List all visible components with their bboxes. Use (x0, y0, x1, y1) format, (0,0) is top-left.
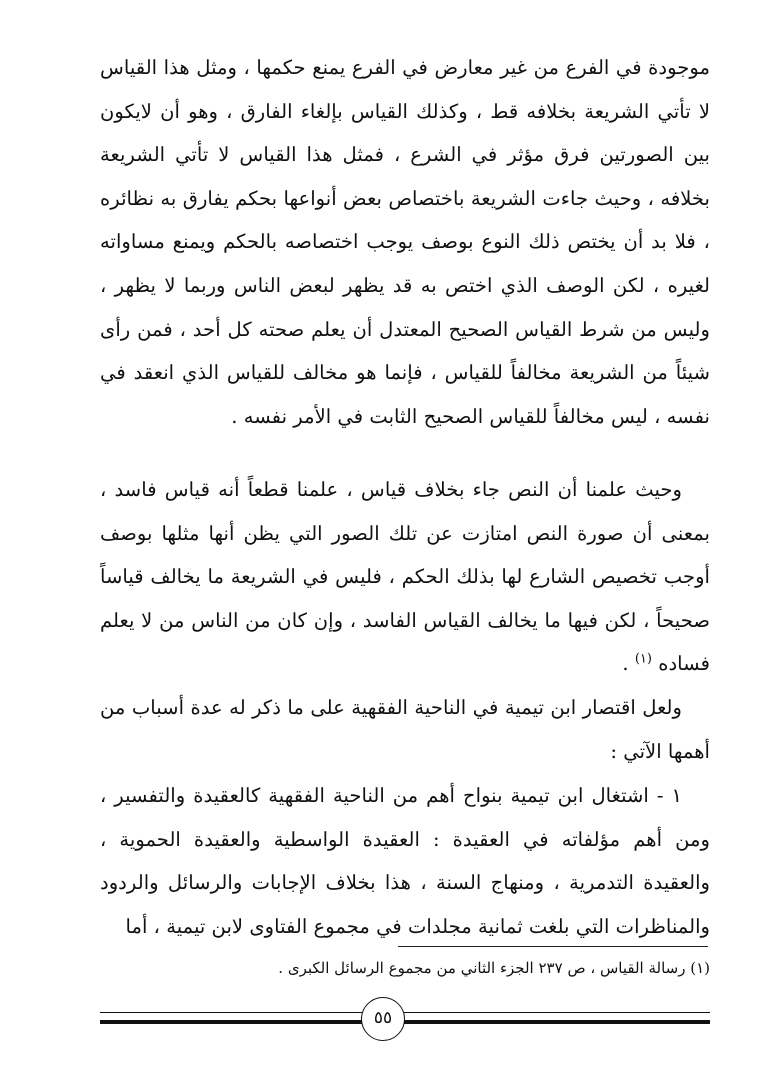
paragraph-1-text: موجودة في الفرع من غير معارض في الفرع يمنع حكمها ، ومثل هذا القياس لا تأتي الشريعة بخلافه قط ، وكذلك القياس بإلغاء الفارق ، وهو أن لايكون بين الصورتين فرق مؤثر في الشرع ، فمثل هذا القياس لا تأتي الشريعة بخلافه ، وحيث جاءت الشريعة باختصاص بعض أنواعها بحكم يفارق به نظائره ، فلا بد أن يختص ذلك النوع بوصف يوجب اختصاصه بالحكم ويمنع مساواته لغيره ، لكن الوصف الذي اختص به قد يظهر لبعض الناس وربما لا يظهر ، وليس من شرط القياس الصحيح المعتدل أن يعلم صحته كل أحد ، فمن رأى شيئاً من الشريعة مخالفاً للقياس ، فإنما هو مخالف للقياس الذي انعقد في نفسه ، ليس مخالفاً للقياس الصحيح الثابت في الأمر نفسه . (100, 56, 710, 428)
body-paragraph-4 (100, 774, 710, 948)
paragraph-2-text: وحيث علمنا أن النص جاء بخلاف قياس ، علمنا قطعاً أنه قياس فاسد ، بمعنى أن صورة النص امتازت عن تلك الصور التي يظن أنها مثلها بوصف أوجب تخصيص الشارع لها بذلك الحكم ، فليس في الشريعة ما يخالف قياساً صحيحاً ، لكن فيها ما يخالف القياس الفاسد ، وإن كان من الناس من لا يعلم فساده (100, 478, 710, 676)
paragraph-4-text: ١ - اشتغال ابن تيمية بنواح أهم من الناحية الفقهية كالعقيدة والتفسير ، ومن أهم مؤلفاته في العقيدة : العقيدة الواسطية والعقيدة الحموية ، والعقيدة التدمرية ، ومنهاج السنة ، هذا بخلاف الإجابات والرسائل والردود والمناظرات التي بلغت ثمانية مجلدات في مجموع الفتاوى لابن تيمية ، أما (100, 784, 710, 938)
paragraph-2-text-wrapper (100, 468, 710, 686)
body-paragraph-3 (100, 686, 710, 773)
footnote-reference-1: (١) (634, 651, 652, 667)
page-number: ٥٥ (361, 997, 405, 1041)
paragraph-3-text: ولعل اقتصار ابن تيمية في الناحية الفقهية على ما ذكر له عدة أسباب من أهمها الآتي : (100, 696, 710, 763)
footnote-text: (١) رسالة القياس ، ص ٢٣٧ الجزء الثاني من مجموع الرسائل الكبرى . (278, 959, 710, 977)
body-paragraph-2 (100, 468, 710, 686)
body-paragraph-1 (100, 46, 710, 438)
page-rule-thin-left (404, 1012, 710, 1013)
page-rule-thick-right (100, 1020, 362, 1024)
footnote (100, 957, 710, 979)
page-rule-thin-right (100, 1012, 362, 1013)
paragraph-2-end: . (622, 652, 635, 676)
footnote-separator (398, 946, 708, 947)
page-rule-thick-left (404, 1020, 710, 1024)
